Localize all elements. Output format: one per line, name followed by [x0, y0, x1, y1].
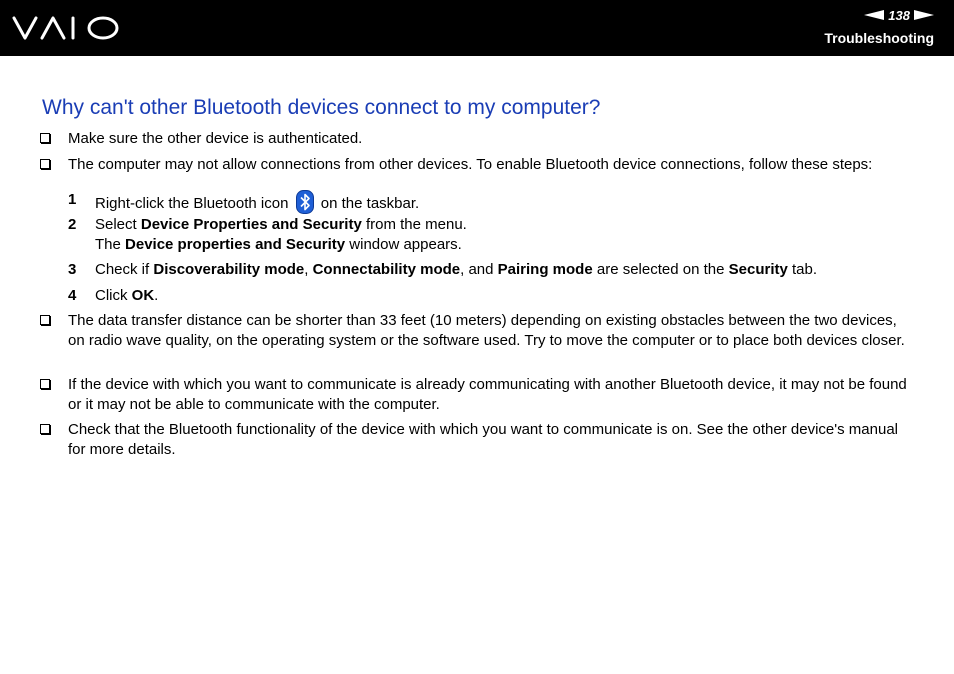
step-item	[68, 190, 908, 214]
bluetooth-icon	[296, 190, 314, 214]
page-header	[0, 0, 954, 56]
checkbox-bullet-icon	[40, 133, 50, 143]
arrow-right-icon[interactable]	[914, 10, 934, 20]
bullet-item	[40, 375, 915, 414]
step-number: 3	[68, 261, 77, 278]
vaio-logo	[12, 15, 120, 41]
step-text: from the menu.	[361, 216, 467, 233]
bullet-item	[40, 155, 915, 175]
step-number: 1	[68, 191, 77, 208]
window-name: Device properties and Security	[125, 235, 346, 253]
button-name: OK	[131, 287, 155, 304]
step-item	[68, 215, 908, 254]
bullet-item	[40, 311, 915, 350]
step-text: on the taskbar.	[320, 195, 420, 212]
step-text: ,	[304, 261, 313, 278]
arrow-left-icon[interactable]	[864, 10, 884, 20]
step-text: .	[154, 287, 159, 304]
bullet-text: Check that the Bluetooth functionality of the device with which you want to communicate is on. See the other device's manual for more details.	[68, 421, 898, 458]
bullet-item	[40, 129, 915, 149]
step-text: tab.	[787, 261, 818, 278]
step-item	[68, 260, 908, 280]
page-navigation	[864, 7, 934, 23]
step-text: are selected on the	[592, 261, 729, 278]
bullet-text: Make sure the other device is authenticated.	[68, 130, 363, 147]
option-name: Connectability mode	[312, 261, 461, 278]
bullet-text: The data transfer distance can be shorter than 33 feet (10 meters) depending on existing obstacles between the two devices, on radio wave quality, on the operating system or the software used. Try to move the computer or to place both devices closer.	[68, 312, 905, 349]
step-text: Select	[95, 216, 141, 233]
bullet-item	[40, 420, 915, 459]
menu-item-name: Device Properties and Security	[140, 216, 362, 233]
option-name: Pairing mode	[497, 261, 593, 278]
step-text: Click	[95, 287, 132, 304]
bullet-text: If the device with which you want to communicate is already communicating with another Bluetooth device, it may not be found or it may not be able to communicate with the computer.	[68, 376, 907, 413]
page-title: Why can't other Bluetooth devices connect to my computer?	[42, 96, 601, 119]
checkbox-bullet-icon	[40, 159, 50, 169]
section-title: Troubleshooting	[824, 30, 934, 46]
step-text: , and	[460, 261, 498, 278]
tab-name: Security	[728, 261, 788, 278]
checkbox-bullet-icon	[40, 424, 50, 434]
step-number: 4	[68, 287, 77, 304]
step-text: Check if	[95, 261, 154, 278]
step-item	[68, 286, 908, 306]
bullet-text: The computer may not allow connections from other devices. To enable Bluetooth device connections, follow these steps:	[68, 156, 873, 173]
checkbox-bullet-icon	[40, 315, 50, 325]
step-text: The	[95, 235, 126, 253]
step-text: Right-click the Bluetooth icon	[95, 195, 289, 212]
step-number: 2	[68, 216, 77, 233]
step-text: window appears.	[345, 235, 462, 253]
checkbox-bullet-icon	[40, 379, 50, 389]
page-number: 138	[888, 7, 910, 23]
option-name: Discoverability mode	[153, 261, 305, 278]
